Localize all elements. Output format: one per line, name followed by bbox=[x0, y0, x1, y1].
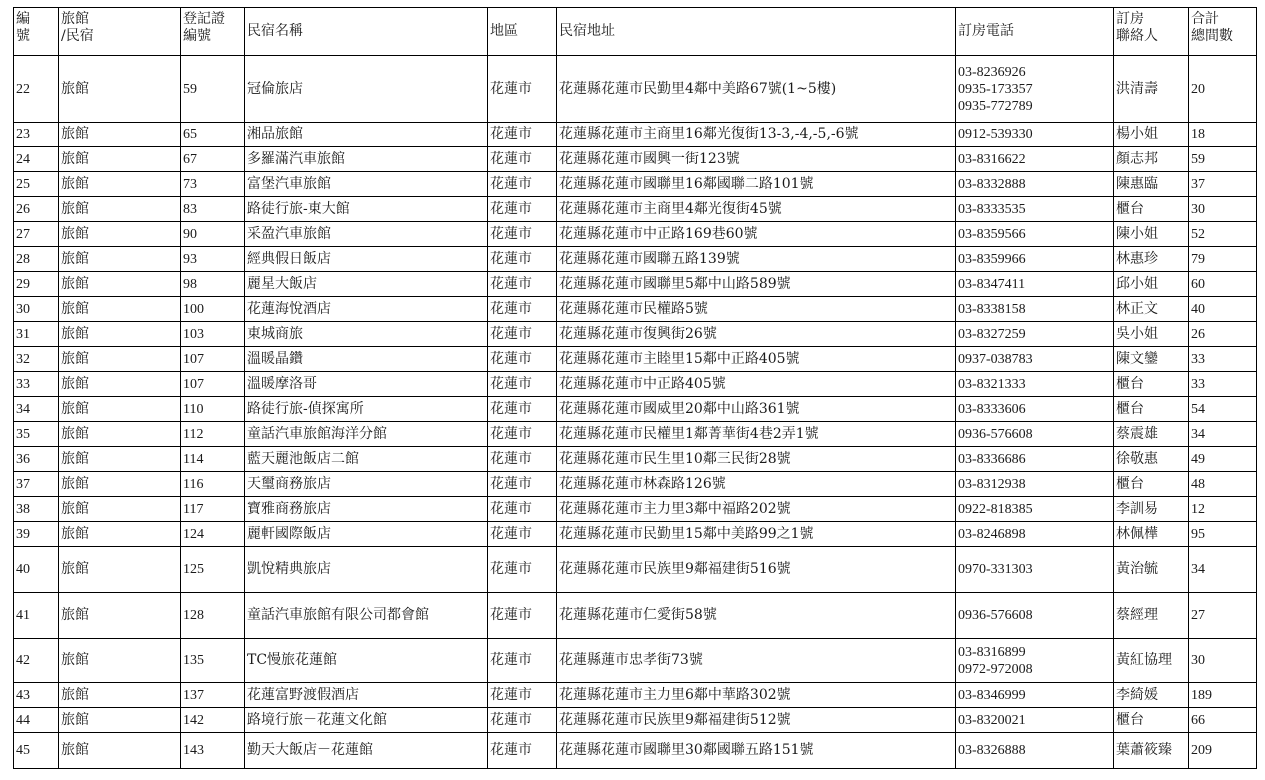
row-name: 勤天大飯店－花蓮館 bbox=[245, 733, 488, 769]
row-rooms: 18 bbox=[1189, 123, 1257, 147]
row-number: 24 bbox=[14, 147, 59, 172]
row-name: TC慢旅花蓮館 bbox=[245, 639, 488, 683]
row-address: 花蓮縣花蓮市國興一街123號 bbox=[557, 147, 956, 172]
row-rooms: 33 bbox=[1189, 372, 1257, 397]
row-type: 旅館 bbox=[59, 147, 181, 172]
row-rooms: 30 bbox=[1189, 197, 1257, 222]
row-name: 童話汽車旅館有限公司都會館 bbox=[245, 593, 488, 639]
row-number: 30 bbox=[14, 297, 59, 322]
row-name: 麗軒國際飯店 bbox=[245, 522, 488, 547]
row-type: 旅館 bbox=[59, 447, 181, 472]
table-row bbox=[14, 708, 1257, 733]
row-contact: 陳惠臨 bbox=[1114, 172, 1189, 197]
row-address: 花蓮縣花蓮市復興街26號 bbox=[557, 322, 956, 347]
row-rooms: 27 bbox=[1189, 593, 1257, 639]
row-registration-no: 135 bbox=[181, 639, 245, 683]
row-phone: 03-8332888 bbox=[956, 172, 1114, 197]
row-registration-no: 90 bbox=[181, 222, 245, 247]
row-registration-no: 125 bbox=[181, 547, 245, 593]
row-type: 旅館 bbox=[59, 222, 181, 247]
row-contact: 櫃台 bbox=[1114, 197, 1189, 222]
row-name: 溫暖摩洛哥 bbox=[245, 372, 488, 397]
table-row bbox=[14, 593, 1257, 639]
table-row bbox=[14, 272, 1257, 297]
table-row bbox=[14, 172, 1257, 197]
row-area: 花蓮市 bbox=[488, 197, 557, 222]
row-contact: 蔡震雄 bbox=[1114, 422, 1189, 447]
row-area: 花蓮市 bbox=[488, 733, 557, 769]
row-rooms: 79 bbox=[1189, 247, 1257, 272]
row-registration-no: 83 bbox=[181, 197, 245, 222]
row-registration-no: 117 bbox=[181, 497, 245, 522]
row-type: 旅館 bbox=[59, 422, 181, 447]
row-type: 旅館 bbox=[59, 683, 181, 708]
row-registration-no: 65 bbox=[181, 123, 245, 147]
row-type: 旅館 bbox=[59, 593, 181, 639]
row-registration-no: 98 bbox=[181, 272, 245, 297]
row-name: 湘品旅館 bbox=[245, 123, 488, 147]
row-contact: 櫃台 bbox=[1114, 708, 1189, 733]
row-area: 花蓮市 bbox=[488, 347, 557, 372]
row-area: 花蓮市 bbox=[488, 708, 557, 733]
row-name: 路境行旅－花蓮文化館 bbox=[245, 708, 488, 733]
row-type: 旅館 bbox=[59, 123, 181, 147]
row-registration-no: 143 bbox=[181, 733, 245, 769]
lodging-registry-table bbox=[13, 7, 1257, 769]
row-type: 旅館 bbox=[59, 522, 181, 547]
header-contact: 訂房 聯絡人 bbox=[1114, 8, 1189, 56]
row-phone: 03-8312938 bbox=[956, 472, 1114, 497]
row-name: 藍天麗池飯店二館 bbox=[245, 447, 488, 472]
row-registration-no: 93 bbox=[181, 247, 245, 272]
row-rooms: 37 bbox=[1189, 172, 1257, 197]
row-contact: 吳小姐 bbox=[1114, 322, 1189, 347]
row-phone: 0936-576608 bbox=[956, 593, 1114, 639]
row-phone: 03-8316899 0972-972008 bbox=[956, 639, 1114, 683]
row-number: 37 bbox=[14, 472, 59, 497]
row-address: 花蓮縣蓮市忠孝街73號 bbox=[557, 639, 956, 683]
row-number: 29 bbox=[14, 272, 59, 297]
row-area: 花蓮市 bbox=[488, 172, 557, 197]
table-row bbox=[14, 147, 1257, 172]
row-address: 花蓮縣花蓮市國聯里5鄰中山路589號 bbox=[557, 272, 956, 297]
row-type: 旅館 bbox=[59, 372, 181, 397]
table-row bbox=[14, 197, 1257, 222]
row-address: 花蓮縣花蓮市國聯里16鄰國聯二路101號 bbox=[557, 172, 956, 197]
row-name: 采盈汽車旅館 bbox=[245, 222, 488, 247]
row-name: 東城商旅 bbox=[245, 322, 488, 347]
row-number: 23 bbox=[14, 123, 59, 147]
row-name: 路徒行旅-東大館 bbox=[245, 197, 488, 222]
row-rooms: 48 bbox=[1189, 472, 1257, 497]
row-address: 花蓮縣花蓮市主力里3鄰中福路202號 bbox=[557, 497, 956, 522]
row-number: 43 bbox=[14, 683, 59, 708]
row-address: 花蓮縣花蓮市林森路126號 bbox=[557, 472, 956, 497]
table-row bbox=[14, 522, 1257, 547]
row-registration-no: 114 bbox=[181, 447, 245, 472]
row-contact: 林正文 bbox=[1114, 297, 1189, 322]
row-number: 41 bbox=[14, 593, 59, 639]
row-type: 旅館 bbox=[59, 297, 181, 322]
row-type: 旅館 bbox=[59, 347, 181, 372]
header-name: 民宿名稱 bbox=[245, 8, 488, 56]
header-area: 地區 bbox=[488, 8, 557, 56]
row-area: 花蓮市 bbox=[488, 497, 557, 522]
row-address: 花蓮縣花蓮市民權里1鄰菁華街4巷2弄1號 bbox=[557, 422, 956, 447]
row-area: 花蓮市 bbox=[488, 472, 557, 497]
row-rooms: 189 bbox=[1189, 683, 1257, 708]
row-rooms: 34 bbox=[1189, 422, 1257, 447]
row-number: 27 bbox=[14, 222, 59, 247]
row-name: 冠倫旅店 bbox=[245, 56, 488, 123]
table-row bbox=[14, 447, 1257, 472]
row-contact: 陳文鑾 bbox=[1114, 347, 1189, 372]
row-phone: 03-8338158 bbox=[956, 297, 1114, 322]
row-rooms: 33 bbox=[1189, 347, 1257, 372]
row-contact: 李綺媛 bbox=[1114, 683, 1189, 708]
row-type: 旅館 bbox=[59, 272, 181, 297]
row-address: 花蓮縣花蓮市民族里9鄰福建街512號 bbox=[557, 708, 956, 733]
table-row bbox=[14, 733, 1257, 769]
row-registration-no: 67 bbox=[181, 147, 245, 172]
row-type: 旅館 bbox=[59, 56, 181, 123]
row-phone: 03-8236926 0935-173357 0935-772789 bbox=[956, 56, 1114, 123]
row-type: 旅館 bbox=[59, 397, 181, 422]
row-address: 花蓮縣花蓮市主睦里15鄰中正路405號 bbox=[557, 347, 956, 372]
row-area: 花蓮市 bbox=[488, 422, 557, 447]
row-number: 42 bbox=[14, 639, 59, 683]
row-phone: 0922-818385 bbox=[956, 497, 1114, 522]
row-address: 花蓮縣花蓮市民權路5號 bbox=[557, 297, 956, 322]
row-name: 天璽商務旅店 bbox=[245, 472, 488, 497]
row-type: 旅館 bbox=[59, 472, 181, 497]
row-number: 26 bbox=[14, 197, 59, 222]
row-phone: 03-8320021 bbox=[956, 708, 1114, 733]
row-registration-no: 112 bbox=[181, 422, 245, 447]
row-phone: 0937-038783 bbox=[956, 347, 1114, 372]
row-registration-no: 110 bbox=[181, 397, 245, 422]
row-contact: 洪清壽 bbox=[1114, 56, 1189, 123]
row-area: 花蓮市 bbox=[488, 247, 557, 272]
row-phone: 03-8347411 bbox=[956, 272, 1114, 297]
row-area: 花蓮市 bbox=[488, 683, 557, 708]
row-phone: 03-8359566 bbox=[956, 222, 1114, 247]
row-number: 22 bbox=[14, 56, 59, 123]
row-address: 花蓮縣花蓮市主商里4鄰光復街45號 bbox=[557, 197, 956, 222]
row-type: 旅館 bbox=[59, 197, 181, 222]
header-registration-no: 登記證 編號 bbox=[181, 8, 245, 56]
row-number: 32 bbox=[14, 347, 59, 372]
table-row bbox=[14, 322, 1257, 347]
row-number: 40 bbox=[14, 547, 59, 593]
row-contact: 黃治毓 bbox=[1114, 547, 1189, 593]
row-contact: 黃紅協理 bbox=[1114, 639, 1189, 683]
header-rooms: 合計 總間數 bbox=[1189, 8, 1257, 56]
row-rooms: 34 bbox=[1189, 547, 1257, 593]
table-row bbox=[14, 247, 1257, 272]
row-number: 25 bbox=[14, 172, 59, 197]
row-rooms: 95 bbox=[1189, 522, 1257, 547]
row-registration-no: 107 bbox=[181, 347, 245, 372]
row-number: 38 bbox=[14, 497, 59, 522]
row-name: 路徒行旅-偵探寓所 bbox=[245, 397, 488, 422]
row-number: 33 bbox=[14, 372, 59, 397]
row-contact: 邱小姐 bbox=[1114, 272, 1189, 297]
row-phone: 0936-576608 bbox=[956, 422, 1114, 447]
row-contact: 櫃台 bbox=[1114, 472, 1189, 497]
row-rooms: 209 bbox=[1189, 733, 1257, 769]
row-contact: 葉蕭筱臻 bbox=[1114, 733, 1189, 769]
row-contact: 林佩樺 bbox=[1114, 522, 1189, 547]
row-registration-no: 116 bbox=[181, 472, 245, 497]
row-area: 花蓮市 bbox=[488, 522, 557, 547]
table-row bbox=[14, 297, 1257, 322]
row-address: 花蓮縣花蓮市主商里16鄰光復街13-3,-4,-5,-6號 bbox=[557, 123, 956, 147]
row-rooms: 40 bbox=[1189, 297, 1257, 322]
row-address: 花蓮縣花蓮市民生里10鄰三民街28號 bbox=[557, 447, 956, 472]
row-registration-no: 100 bbox=[181, 297, 245, 322]
table-row bbox=[14, 422, 1257, 447]
row-phone: 03-8333535 bbox=[956, 197, 1114, 222]
row-name: 童話汽車旅館海洋分館 bbox=[245, 422, 488, 447]
row-name: 凱悅精典旅店 bbox=[245, 547, 488, 593]
row-phone: 0912-539330 bbox=[956, 123, 1114, 147]
row-area: 花蓮市 bbox=[488, 147, 557, 172]
row-phone: 03-8326888 bbox=[956, 733, 1114, 769]
row-address: 花蓮縣花蓮市國威里20鄰中山路361號 bbox=[557, 397, 956, 422]
row-rooms: 30 bbox=[1189, 639, 1257, 683]
header-no: 編 號 bbox=[14, 8, 59, 56]
row-number: 31 bbox=[14, 322, 59, 347]
table-body bbox=[14, 56, 1257, 769]
table-row bbox=[14, 56, 1257, 123]
row-area: 花蓮市 bbox=[488, 297, 557, 322]
row-registration-no: 103 bbox=[181, 322, 245, 347]
row-phone: 03-8246898 bbox=[956, 522, 1114, 547]
row-type: 旅館 bbox=[59, 497, 181, 522]
row-phone: 03-8359966 bbox=[956, 247, 1114, 272]
row-area: 花蓮市 bbox=[488, 639, 557, 683]
row-type: 旅館 bbox=[59, 322, 181, 347]
row-address: 花蓮縣花蓮市民族里9鄰福建街516號 bbox=[557, 547, 956, 593]
header-type: 旅館 /民宿 bbox=[59, 8, 181, 56]
row-phone: 03-8333606 bbox=[956, 397, 1114, 422]
header-phone: 訂房電話 bbox=[956, 8, 1114, 56]
row-contact: 徐敬惠 bbox=[1114, 447, 1189, 472]
row-rooms: 59 bbox=[1189, 147, 1257, 172]
row-contact: 楊小姐 bbox=[1114, 123, 1189, 147]
row-contact: 櫃台 bbox=[1114, 397, 1189, 422]
row-name: 富堡汽車旅館 bbox=[245, 172, 488, 197]
row-number: 44 bbox=[14, 708, 59, 733]
row-rooms: 49 bbox=[1189, 447, 1257, 472]
row-phone: 03-8336686 bbox=[956, 447, 1114, 472]
row-rooms: 20 bbox=[1189, 56, 1257, 123]
row-number: 39 bbox=[14, 522, 59, 547]
row-type: 旅館 bbox=[59, 247, 181, 272]
table-header bbox=[14, 8, 1257, 56]
row-name: 經典假日飯店 bbox=[245, 247, 488, 272]
row-registration-no: 142 bbox=[181, 708, 245, 733]
row-type: 旅館 bbox=[59, 172, 181, 197]
row-registration-no: 137 bbox=[181, 683, 245, 708]
row-rooms: 12 bbox=[1189, 497, 1257, 522]
row-number: 45 bbox=[14, 733, 59, 769]
table-row bbox=[14, 222, 1257, 247]
row-name: 花蓮富野渡假酒店 bbox=[245, 683, 488, 708]
row-registration-no: 128 bbox=[181, 593, 245, 639]
row-area: 花蓮市 bbox=[488, 272, 557, 297]
row-area: 花蓮市 bbox=[488, 397, 557, 422]
row-phone: 03-8327259 bbox=[956, 322, 1114, 347]
row-contact: 櫃台 bbox=[1114, 372, 1189, 397]
table-row bbox=[14, 472, 1257, 497]
row-address: 花蓮縣花蓮市中正路405號 bbox=[557, 372, 956, 397]
row-number: 36 bbox=[14, 447, 59, 472]
row-area: 花蓮市 bbox=[488, 447, 557, 472]
table-row bbox=[14, 497, 1257, 522]
row-address: 花蓮縣花蓮市主力里6鄰中華路302號 bbox=[557, 683, 956, 708]
table-row bbox=[14, 397, 1257, 422]
row-number: 28 bbox=[14, 247, 59, 272]
row-contact: 李訓易 bbox=[1114, 497, 1189, 522]
row-area: 花蓮市 bbox=[488, 222, 557, 247]
row-type: 旅館 bbox=[59, 547, 181, 593]
table-row bbox=[14, 683, 1257, 708]
row-name: 溫暖晶鑽 bbox=[245, 347, 488, 372]
row-area: 花蓮市 bbox=[488, 547, 557, 593]
row-type: 旅館 bbox=[59, 733, 181, 769]
table-row bbox=[14, 372, 1257, 397]
row-name: 寶雅商務旅店 bbox=[245, 497, 488, 522]
row-contact: 陳小姐 bbox=[1114, 222, 1189, 247]
table-row bbox=[14, 547, 1257, 593]
row-rooms: 26 bbox=[1189, 322, 1257, 347]
header-row bbox=[14, 8, 1257, 56]
row-address: 花蓮縣花蓮市國聯里30鄰國聯五路151號 bbox=[557, 733, 956, 769]
row-rooms: 54 bbox=[1189, 397, 1257, 422]
row-phone: 03-8316622 bbox=[956, 147, 1114, 172]
table-row bbox=[14, 123, 1257, 147]
row-name: 麗星大飯店 bbox=[245, 272, 488, 297]
row-registration-no: 124 bbox=[181, 522, 245, 547]
row-phone: 0970-331303 bbox=[956, 547, 1114, 593]
row-area: 花蓮市 bbox=[488, 593, 557, 639]
row-address: 花蓮縣花蓮市民勤里4鄰中美路67號(1~5樓) bbox=[557, 56, 956, 123]
row-registration-no: 59 bbox=[181, 56, 245, 123]
header-address: 民宿地址 bbox=[557, 8, 956, 56]
row-contact: 顏志邦 bbox=[1114, 147, 1189, 172]
row-type: 旅館 bbox=[59, 639, 181, 683]
row-contact: 蔡經理 bbox=[1114, 593, 1189, 639]
row-registration-no: 107 bbox=[181, 372, 245, 397]
row-area: 花蓮市 bbox=[488, 123, 557, 147]
row-address: 花蓮縣花蓮市仁愛街58號 bbox=[557, 593, 956, 639]
row-area: 花蓮市 bbox=[488, 372, 557, 397]
row-number: 34 bbox=[14, 397, 59, 422]
row-type: 旅館 bbox=[59, 708, 181, 733]
row-address: 花蓮縣花蓮市民勤里15鄰中美路99之1號 bbox=[557, 522, 956, 547]
row-name: 花蓮海悅酒店 bbox=[245, 297, 488, 322]
row-number: 35 bbox=[14, 422, 59, 447]
row-address: 花蓮縣花蓮市國聯五路139號 bbox=[557, 247, 956, 272]
table-row bbox=[14, 347, 1257, 372]
row-contact: 林惠珍 bbox=[1114, 247, 1189, 272]
row-rooms: 52 bbox=[1189, 222, 1257, 247]
row-phone: 03-8346999 bbox=[956, 683, 1114, 708]
row-address: 花蓮縣花蓮市中正路169巷60號 bbox=[557, 222, 956, 247]
row-area: 花蓮市 bbox=[488, 322, 557, 347]
row-name: 多羅滿汽車旅館 bbox=[245, 147, 488, 172]
row-rooms: 66 bbox=[1189, 708, 1257, 733]
row-area: 花蓮市 bbox=[488, 56, 557, 123]
row-phone: 03-8321333 bbox=[956, 372, 1114, 397]
table-row bbox=[14, 639, 1257, 683]
row-rooms: 60 bbox=[1189, 272, 1257, 297]
row-registration-no: 73 bbox=[181, 172, 245, 197]
